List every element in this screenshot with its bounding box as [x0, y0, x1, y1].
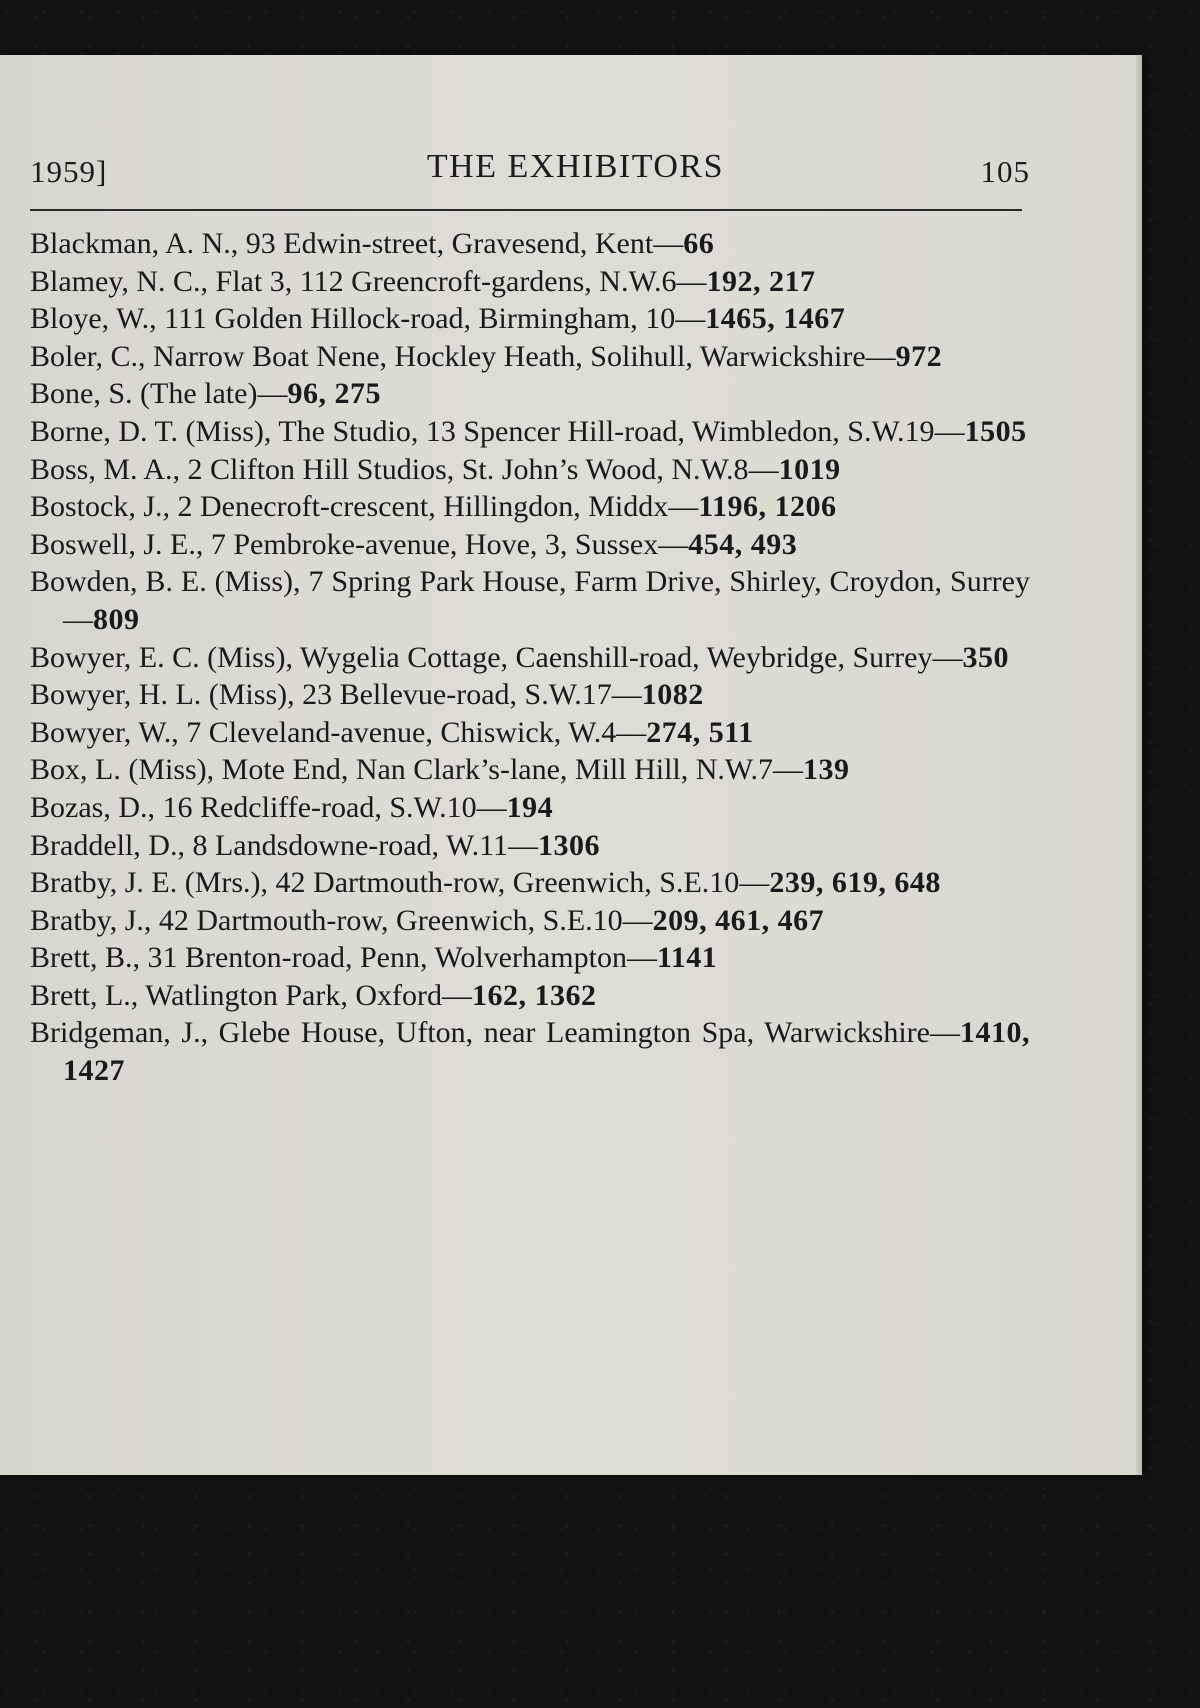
exhibitor-entry: Bloye, W., 111 Golden Hillock-road, Birmingham, 10—1465, 1467 — [30, 302, 846, 336]
exhibit-numbers: 66 — [683, 227, 715, 260]
exhibitor-name-address: Bloye, W., 111 Golden Hillock-road, Birmingham, 10 — [30, 302, 676, 336]
exhibit-numbers: 96, 275 — [287, 377, 381, 411]
exhibitor-name-address: Borne, D. T. (Miss), The Studio, 13 Spencer Hill-road, Wimbledon, S.W.19 — [30, 414, 935, 448]
exhibit-numbers: 192, 217 — [706, 264, 816, 298]
exhibit-numbers: 809 — [93, 602, 140, 636]
exhibitor-name-address: Bone, S. (The late) — [30, 377, 258, 411]
exhibitor-entry: Bozas, D., 16 Redcliffe-road, S.W.10—194 — [30, 790, 554, 824]
exhibit-numbers: 1306 — [537, 828, 600, 862]
exhibitor-name-address: Blamey, N. C., Flat 3, 112 Greencroft-gardens, N.W.6 — [30, 264, 677, 298]
exhibit-numbers: 274, 511 — [646, 715, 754, 749]
exhibitor-entry: Bowyer, E. C. (Miss), Wygelia Cottage, Caenshill-road, Weybridge, Surrey—350 — [30, 640, 1009, 674]
exhibitor-entry: Bowyer, W., 7 Cleveland-avenue, Chiswick, W.4—274, 511 — [30, 715, 754, 749]
exhibit-numbers: 972 — [895, 339, 943, 373]
exhibitor-name-address: Boss, M. A., 2 Clifton Hill Studios, St. John’s Wood, N.W.8 — [30, 452, 749, 486]
exhibitor-name-address: Bowyer, E. C. (Miss), Wygelia Cottage, Caenshill-road, Weybridge, Surrey — [30, 640, 933, 674]
exhibit-numbers: 1505 — [964, 414, 1027, 448]
exhibit-numbers: 162, 1362 — [471, 978, 597, 1012]
exhibitor-entry: Bostock, J., 2 Denecroft-crescent, Hillingdon, Middx—1196, 1206 — [30, 490, 837, 524]
exhibitor-entry: Bratby, J. E. (Mrs.), 42 Dartmouth-row, Greenwich, S.E.10—239, 619, 648 — [30, 866, 941, 900]
exhibit-numbers: 1019 — [778, 452, 841, 486]
page-number: 105 — [980, 154, 1030, 189]
exhibitor-name-address: Boler, C., Narrow Boat Nene, Hockley Heath, Solihull, Warwickshire — [30, 339, 866, 373]
exhibit-numbers: 1141 — [656, 941, 718, 975]
exhibitor-name-address: Boswell, J. E., 7 Pembroke-avenue, Hove, 3, Sussex — [30, 527, 659, 561]
exhibit-numbers: 1196, 1206 — [698, 490, 837, 524]
exhibitor-name-address: Brett, L., Watlington Park, Oxford — [30, 978, 442, 1012]
exhibit-numbers: 239, 619, 648 — [769, 866, 941, 900]
exhibitor-entry: Bowden, B. E. (Miss), 7 Spring Park House, Farm Drive, Shirley, Croydon, Surrey—809 — [30, 565, 1030, 636]
exhibitor-entry: Bone, S. (The late)—96, 275 — [30, 377, 381, 411]
exhibit-numbers: 194 — [506, 790, 554, 824]
exhibit-numbers: 139 — [803, 753, 850, 787]
exhibitor-name-address: Bowden, B. E. (Miss), 7 Spring Park House, Farm Drive, Shirley, Croydon, Surrey — [30, 565, 1030, 599]
exhibitor-entry: Boler, C., Narrow Boat Nene, Hockley Heath, Solihull, Warwickshire—972 — [30, 339, 943, 373]
exhibitor-entry: Bratby, J., 42 Dartmouth-row, Greenwich, S.E.10—209, 461, 467 — [30, 903, 825, 937]
exhibitor-entry: Brett, B., 31 Brenton-road, Penn, Wolverhampton—1141 — [30, 941, 718, 975]
exhibitor-name-address: Brett, B., 31 Brenton-road, Penn, Wolverhampton — [30, 941, 627, 975]
exhibit-numbers: 209, 461, 467 — [652, 903, 825, 937]
page-edge — [1136, 55, 1142, 1475]
exhibitor-entry: Box, L. (Miss), Mote End, Nan Clark’s-lane, Mill Hill, N.W.7—139 — [30, 753, 850, 787]
header-year: 1959] — [30, 154, 108, 189]
header-rule — [30, 209, 1022, 211]
exhibitor-entry: Bridgeman, J., Glebe House, Ufton, near Leamington Spa, Warwickshire—1410, 1427 — [30, 1016, 1030, 1088]
exhibitor-name-address: Bowyer, W., 7 Cleveland-avenue, Chiswick, W.4 — [30, 715, 617, 749]
exhibitor-name-address: Braddell, D., 8 Landsdowne-road, W.11 — [30, 828, 508, 862]
exhibitor-entry: Boswell, J. E., 7 Pembroke-avenue, Hove, 3, Sussex—454, 493 — [30, 527, 798, 561]
exhibitor-entry: Boss, M. A., 2 Clifton Hill Studios, St. John’s Wood, N.W.8—1019 — [30, 452, 841, 486]
exhibit-numbers: 1410, 1427 — [63, 1016, 1030, 1088]
exhibitor-name-address: Bozas, D., 16 Redcliffe-road, S.W.10 — [30, 790, 477, 824]
exhibitor-entry: Blamey, N. C., Flat 3, 112 Greencroft-gardens, N.W.6—192, 217 — [30, 264, 816, 298]
exhibitor-name-address: Bostock, J., 2 Denecroft-crescent, Hillingdon, Middx — [30, 490, 669, 524]
exhibitor-list — [30, 225, 1030, 1090]
exhibitor-name-address: Blackman, A. N., 93 Edwin-street, Gravesend, Kent — [30, 227, 654, 260]
exhibitor-name-address: Bratby, J. E. (Mrs.), 42 Dartmouth-row, Greenwich, S.E.10 — [30, 866, 740, 900]
exhibit-numbers: 1465, 1467 — [705, 302, 846, 336]
exhibitor-entry: Brett, L., Watlington Park, Oxford—162, 1362 — [30, 978, 597, 1012]
exhibit-numbers: 1082 — [641, 678, 704, 712]
exhibitor-entry: Blackman, A. N., 93 Edwin-street, Gravesend, Kent—66 — [30, 227, 715, 260]
exhibitor-entry: Borne, D. T. (Miss), The Studio, 13 Spencer Hill-road, Wimbledon, S.W.19—1505 — [30, 414, 1027, 448]
exhibitor-entry: Bowyer, H. L. (Miss), 23 Bellevue-road, S.W.17—1082 — [30, 678, 704, 712]
exhibitor-name-address: Bowyer, H. L. (Miss), 23 Bellevue-road, S.W.17 — [30, 678, 612, 712]
exhibitor-name-address: Box, L. (Miss), Mote End, Nan Clark’s-lane, Mill Hill, N.W.7 — [30, 753, 773, 787]
exhibitor-name-address: Bridgeman, J., Glebe House, Ufton, near Leamington Spa, Warwickshire — [30, 1016, 930, 1050]
page-title: THE EXHIBITORS — [426, 148, 724, 185]
running-header — [30, 148, 1030, 196]
exhibit-numbers: 454, 493 — [688, 527, 798, 561]
exhibit-numbers: 350 — [962, 640, 1009, 674]
exhibitor-entry: Braddell, D., 8 Landsdowne-road, W.11—1306 — [30, 828, 600, 862]
exhibitor-name-address: Bratby, J., 42 Dartmouth-row, Greenwich, S.E.10 — [30, 903, 623, 937]
